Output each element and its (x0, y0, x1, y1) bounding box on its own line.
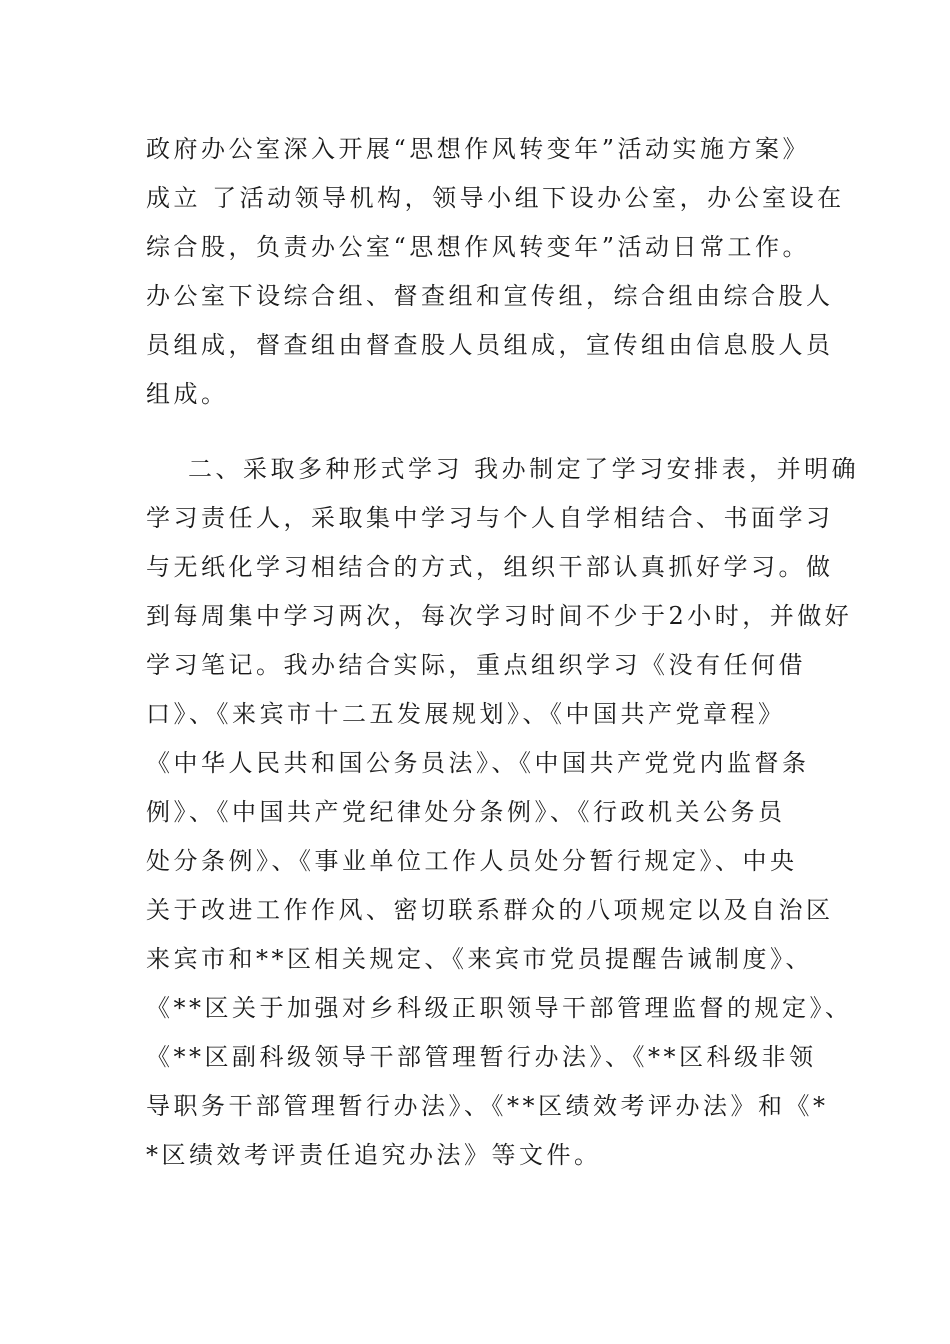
text-line: 导职务干部管理暂行办法》、《**区绩效考评办法》和《* (146, 1092, 829, 1120)
text-line: 员组成，督查组由督查股人员组成，宣传组由信息股人员 (146, 331, 834, 359)
section-heading-line: 二、采取多种形式学习 我办制定了学习安排表，并明确 (188, 455, 860, 483)
text-line: 《**区副科级领导干部管理暂行办法》、《**区科级非领 (146, 1043, 817, 1071)
paragraph-study-forms (146, 445, 860, 1180)
text-line: 到每周集中学习两次，每次学习时间不少于2小时，并做好 (146, 602, 853, 630)
text-line: 综合股，负责办公室“思想作风转变年”活动日常工作。 (146, 233, 811, 261)
paragraph-leadership-structure (146, 125, 845, 419)
text-line: 处分条例》、《事业单位工作人员处分暂行规定》、中央 (146, 847, 798, 875)
text-line: 学习责任人，采取集中学习与个人自学相结合、书面学习 (146, 504, 834, 532)
text-line: 成立 了活动领导机构，领导小组下设办公室，办公室设在 (146, 184, 845, 212)
text-line: 组成。 (146, 380, 229, 408)
text-line: *区绩效考评责任追究办法》等文件。 (146, 1141, 602, 1169)
text-line: 《中华人民共和国公务员法》、《中国共产党党内监督条 (146, 749, 810, 777)
text-line: 例》、《中国共产党纪律处分条例》、《行政机关公务员 (146, 798, 786, 826)
text-line: 口》、《来宾市十二五发展规划》、《中国共产党章程》 (146, 700, 786, 728)
text-line: 关于改进工作作风、密切联系群众的八项规定以及自治区 (146, 896, 834, 924)
text-line: 与无纸化学习相结合的方式，组织干部认真抓好学习。做 (146, 553, 834, 581)
text-line: 办公室下设综合组、督查组和宣传组，综合组由综合股人 (146, 282, 834, 310)
text-line: 《**区关于加强对乡科级正职领导干部管理监督的规定》、 (146, 994, 853, 1022)
text-line: 政府办公室深入开展“思想作风转变年”活动实施方案》 (146, 135, 811, 163)
text-line: 学习笔记。我办结合实际，重点组织学习《没有任何借 (146, 651, 806, 679)
text-line: 来宾市和**区相关规定、《来宾市党员提醒告诫制度》、 (146, 945, 813, 973)
